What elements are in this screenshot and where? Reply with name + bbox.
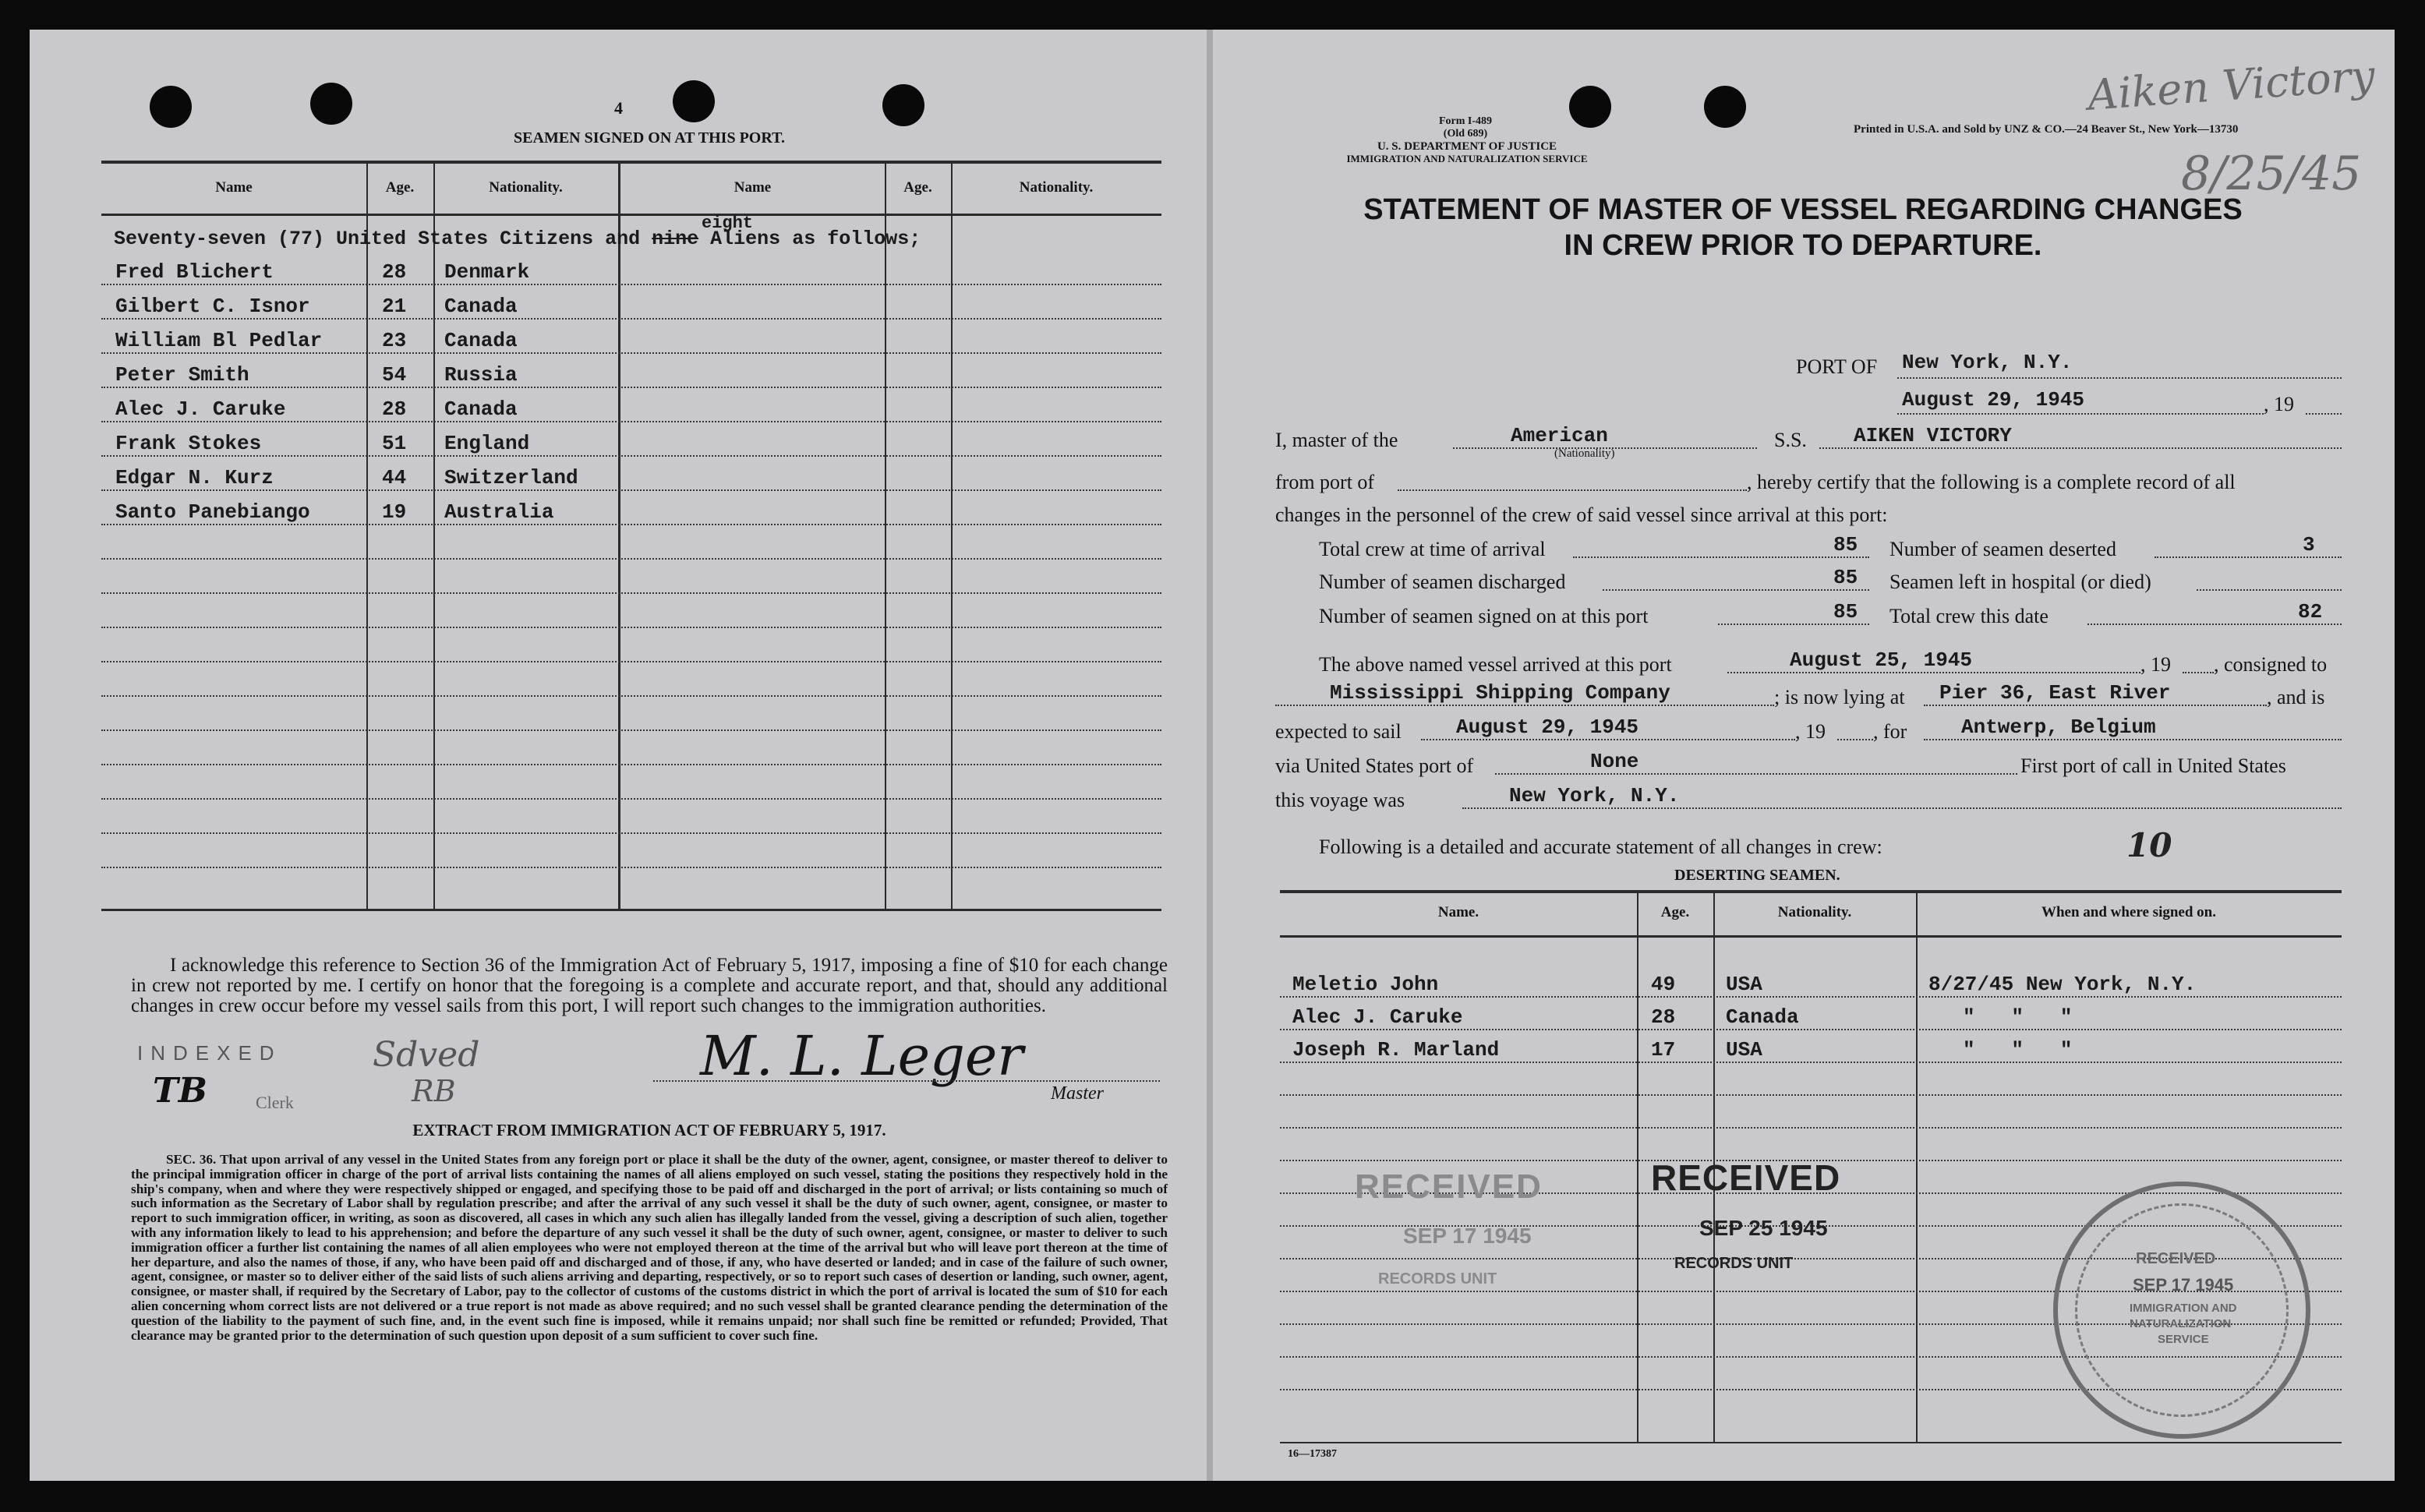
sail-date: August 29, 1945 bbox=[1456, 715, 1639, 739]
round-stamp-center: RECEIVED bbox=[2136, 1250, 2216, 1267]
punch-hole bbox=[1569, 86, 1611, 128]
round-stamp-line: NATURALIZATION bbox=[2130, 1317, 2232, 1330]
arrived-label: The above named vessel arrived at this port bbox=[1319, 653, 1672, 676]
changes-text: changes in the personnel of the crew of said vessel since arrival at this port: bbox=[1275, 503, 1888, 526]
deserter-signed: " " " bbox=[1963, 1005, 2073, 1029]
punch-hole bbox=[1704, 86, 1746, 128]
hospital-label: Seamen left in hospital (or died) bbox=[1889, 571, 2151, 593]
extract-heading: EXTRACT FROM IMMIGRATION ACT OF FEBRUARY 5, 1917. bbox=[412, 1121, 886, 1139]
deserter-age: 17 bbox=[1651, 1038, 1676, 1062]
deserter-signed: " " " bbox=[1963, 1038, 2073, 1062]
deserter-name: Meletio John bbox=[1292, 973, 1439, 996]
stamp-title: RECEIVED bbox=[1355, 1168, 1543, 1206]
punch-hole bbox=[310, 83, 352, 125]
seaman-nationality: Denmark bbox=[444, 260, 530, 284]
seaman-name: Peter Smith bbox=[115, 363, 249, 387]
voyage-label: this voyage was bbox=[1275, 789, 1405, 811]
des-col-nationality: Nationality. bbox=[1777, 904, 1852, 920]
seaman-nationality: Canada bbox=[444, 295, 518, 318]
seaman-age: 23 bbox=[382, 329, 407, 352]
consignee: Mississippi Shipping Company bbox=[1330, 681, 1670, 705]
seaman-age: 28 bbox=[382, 397, 407, 421]
round-stamp bbox=[2053, 1182, 2310, 1439]
left-heading: SEAMEN SIGNED ON AT THIS PORT. bbox=[514, 129, 785, 147]
printer-note: Printed in U.S.A. and Sold by UNZ & CO.—24 Beaver St., New York—13730 bbox=[1854, 123, 2239, 136]
col-header-nationality-2: Nationality. bbox=[1019, 179, 1094, 196]
discharged-value: 85 bbox=[1833, 566, 1858, 589]
seaman-nationality: England bbox=[444, 432, 530, 455]
pier: Pier 36, East River bbox=[1939, 681, 2171, 705]
total-date-label: Total crew this date bbox=[1889, 605, 2049, 627]
handwritten-count: 10 bbox=[2126, 826, 2172, 864]
vessel-name: AIKEN VICTORY bbox=[1854, 424, 2012, 447]
deserter-signed: 8/27/45 New York, N.Y. bbox=[1928, 973, 2197, 996]
destination: Antwerp, Belgium bbox=[1961, 715, 2156, 739]
port-label: PORT OF bbox=[1796, 355, 1878, 378]
des-col-signed: When and where signed on. bbox=[2041, 904, 2216, 920]
form-title-line-2: IN CREW PRIOR TO DEPARTURE. bbox=[1564, 229, 2042, 262]
des-col-name: Name. bbox=[1437, 904, 1479, 920]
summary-inserted: eight bbox=[702, 214, 754, 233]
following-label: Following is a detailed and accurate statement of all changes in crew: bbox=[1319, 835, 1882, 858]
page-number: 4 bbox=[614, 98, 623, 118]
seaman-name: Santo Panebiango bbox=[115, 500, 310, 524]
deserter-age: 28 bbox=[1651, 1005, 1676, 1029]
seaman-nationality: Canada bbox=[444, 397, 518, 421]
deserter-nationality: USA bbox=[1726, 1038, 1762, 1062]
seaman-age: 21 bbox=[382, 295, 407, 318]
deserted-value: 3 bbox=[2303, 533, 2315, 556]
seaman-nationality: Switzerland bbox=[444, 466, 578, 489]
arrived-value: August 25, 1945 bbox=[1790, 648, 1973, 672]
stamp-date: SEP 17 1945 bbox=[1403, 1224, 1532, 1248]
master-signature: M. L. Leger bbox=[700, 1024, 1023, 1088]
crew-summary bbox=[114, 228, 921, 250]
date-value: August 29, 1945 bbox=[1902, 388, 2085, 412]
indexed-initials: TB bbox=[153, 1071, 207, 1111]
master-label: Master bbox=[1051, 1083, 1104, 1104]
sail-year: , 19 bbox=[1795, 720, 1826, 743]
deserted-label: Number of seamen deserted bbox=[1889, 538, 2116, 560]
deserter-nationality: USA bbox=[1726, 973, 1762, 996]
seaman-age: 28 bbox=[382, 260, 407, 284]
summary-struck: nine bbox=[652, 228, 699, 250]
stamp-title: RECEIVED bbox=[1651, 1157, 1841, 1198]
seaman-name: Gilbert C. Isnor bbox=[115, 295, 310, 318]
col-header-name: Name bbox=[215, 179, 253, 196]
stamp-unit: RECORDS UNIT bbox=[1378, 1270, 1497, 1288]
nationality-caption: (Nationality) bbox=[1554, 447, 1615, 460]
voyage-value: New York, N.Y. bbox=[1509, 784, 1680, 807]
signed-on-label: Number of seamen signed on at this port bbox=[1319, 605, 1649, 627]
handwritten-vessel: Aiken Victory bbox=[2086, 51, 2377, 120]
expected-label: expected to sail bbox=[1275, 720, 1402, 743]
seaman-age: 51 bbox=[382, 432, 407, 455]
nationality-value: American bbox=[1511, 424, 1608, 447]
punch-hole bbox=[673, 80, 715, 122]
form-title-line-1: STATEMENT OF MASTER OF VESSEL REGARDING CHANGES bbox=[1363, 193, 2243, 226]
punch-hole bbox=[150, 86, 192, 128]
ss-label: S.S. bbox=[1774, 429, 1807, 451]
seaman-age: 19 bbox=[382, 500, 407, 524]
col-header-age: Age. bbox=[385, 179, 415, 196]
des-col-age: Age. bbox=[1660, 904, 1690, 920]
total-arrival-value: 85 bbox=[1833, 533, 1858, 556]
seaman-nationality: Canada bbox=[444, 329, 518, 352]
lying-label: ; is now lying at bbox=[1774, 686, 1905, 708]
punch-hole bbox=[882, 84, 924, 126]
arrived-year: , 19 bbox=[2140, 653, 2171, 676]
first-port-label: First port of call in United States bbox=[2020, 754, 2286, 777]
form-number: Form I-489 bbox=[1438, 115, 1493, 127]
summary-text: Seventy-seven (77) United States Citizens and bbox=[114, 228, 641, 250]
seaman-nationality: Australia bbox=[444, 500, 554, 524]
from-port-label: from port of bbox=[1275, 471, 1375, 493]
total-date-value: 82 bbox=[2298, 600, 2323, 624]
seaman-name: Alec J. Caruke bbox=[115, 397, 286, 421]
discharged-label: Number of seamen discharged bbox=[1319, 571, 1566, 593]
seaman-nationality: Russia bbox=[444, 363, 518, 387]
handwritten-initials: RB bbox=[412, 1074, 456, 1108]
deserter-name: Joseph R. Marland bbox=[1292, 1038, 1500, 1062]
document-scan bbox=[30, 30, 2395, 1481]
date-year-suffix: , 19 bbox=[2264, 393, 2294, 415]
deserter-age: 49 bbox=[1651, 973, 1676, 996]
seaman-name: William Bl Pedlar bbox=[115, 329, 323, 352]
deserter-nationality: Canada bbox=[1726, 1005, 1799, 1029]
seaman-age: 44 bbox=[382, 466, 407, 489]
round-stamp-line: SERVICE bbox=[2158, 1333, 2209, 1346]
stamp-date: SEP 25 1945 bbox=[1699, 1216, 1828, 1240]
is-label: , and is bbox=[2267, 686, 2325, 708]
form-old-number: (Old 689) bbox=[1443, 128, 1488, 140]
col-header-name-2: Name bbox=[734, 179, 772, 196]
port-value: New York, N.Y. bbox=[1902, 351, 2073, 374]
handwritten-date: 8/25/45 bbox=[2181, 147, 2362, 201]
col-header-nationality: Nationality. bbox=[489, 179, 563, 196]
service-name: IMMIGRATION AND NATURALIZATION SERVICE bbox=[1346, 153, 1588, 164]
round-stamp-line: IMMIGRATION AND bbox=[2130, 1302, 2237, 1315]
page-fold bbox=[1207, 30, 1213, 1481]
for-label: , for bbox=[1873, 720, 1907, 743]
round-stamp-date: SEP 17 1945 bbox=[2133, 1275, 2234, 1295]
seaman-age: 54 bbox=[382, 363, 407, 387]
seaman-name: Frank Stokes bbox=[115, 432, 262, 455]
certify-text: , hereby certify that the following is a complete record of all bbox=[1747, 471, 2236, 493]
seaman-name: Edgar N. Kurz bbox=[115, 466, 274, 489]
indexed-stamp: INDEXED bbox=[137, 1041, 282, 1065]
via-label: via United States port of bbox=[1275, 754, 1474, 777]
received-stamp-faded bbox=[1355, 1168, 1543, 1288]
deserting-heading: DESERTING SEAMEN. bbox=[1674, 867, 1840, 884]
master-of-label: I, master of the bbox=[1275, 429, 1398, 451]
handwritten-sdved: Sdved bbox=[373, 1035, 480, 1075]
footer-code: 16—17387 bbox=[1288, 1448, 1337, 1460]
signed-on-value: 85 bbox=[1833, 600, 1858, 624]
via-value: None bbox=[1590, 750, 1639, 773]
clerk-label: Clerk bbox=[256, 1093, 294, 1112]
summary-end: Aliens as follows; bbox=[710, 228, 921, 250]
stamp-unit: RECORDS UNIT bbox=[1674, 1255, 1794, 1272]
received-stamp bbox=[1651, 1157, 1840, 1273]
seaman-name: Fred Blichert bbox=[115, 260, 274, 284]
acknowledgement-text: I acknowledge this reference to Section 36 of the Immigration Act of February 5, 1917, imposing a fine of $10 for each change in crew not reported by me. I certify on honor that the foregoing is a complete and accurate report, and that, should any additional changes in crew occur before my vessel sails from this port, I will report such changes to the immigration authorities. bbox=[131, 955, 1168, 1016]
section-36-text: SEC. 36. That upon arrival of any vessel in the United States from any foreign port or place it shall be the duty of the owner, agent, consignee, or master thereof to deliver to the principal immigration officer in charge of the port of arrival lists containing the names of all aliens employed on such vessel, stating the positions they respectively hold in the ship's company, when and where they were respectively shipped or engaged, and specifying those to be paid off and discharged in the port of arrival; or lists containing so much of such information as the Secretary of Labor shall by regulation prescribe; and after the arrival of any such vessel it shall be the duty of such owner, agent, consignee, or master to report to such immigration officer, in writing, as soon as discovered, all cases in which any such alien has illegally landed from the vessel, giving a description of such alien, together with any information likely to lead to his apprehension; and before the departure of any such vessel it shall be the duty of such owner, agent, consignee, or master to deliver to such immigration officer a further list containing the names of all alien employees who were not employed thereon at the time of the arrival but who will leave port thereon at the time of her departure, and also the names of those, if any, who have been paid off and discharged and of those, if any, who have deserted or landed; and in case of the failure of such owner, agent, consignee, or master so to deliver either of the said lists of such aliens arriving and departing, respectively, or so to report such cases of desertion or landing, such owner, agent, consignee, or master shall, if required by the Secretary of Labor, pay to the collector of customs of the customs district in which the port of arrival is located the sum of $10 for each alien concerning whom correct lists are not delivered or a true report is not made as above required; and no such vessel shall be granted clearance pending the determination of the question of the liability to the payment of such fine, and, in the event such fine is imposed, while it remains unpaid; nor shall such fine be remitted or refunded; Provided, That clearance may be granted prior to the determination of such question upon deposit of a sum sufficient to cover such fine. bbox=[131, 1152, 1168, 1343]
consigned-label: , consigned to bbox=[2214, 653, 2328, 676]
deserter-name: Alec J. Caruke bbox=[1292, 1005, 1463, 1029]
department-name: U. S. DEPARTMENT OF JUSTICE bbox=[1377, 140, 1557, 153]
col-header-age-2: Age. bbox=[903, 179, 932, 196]
total-arrival-label: Total crew at time of arrival bbox=[1319, 538, 1546, 560]
